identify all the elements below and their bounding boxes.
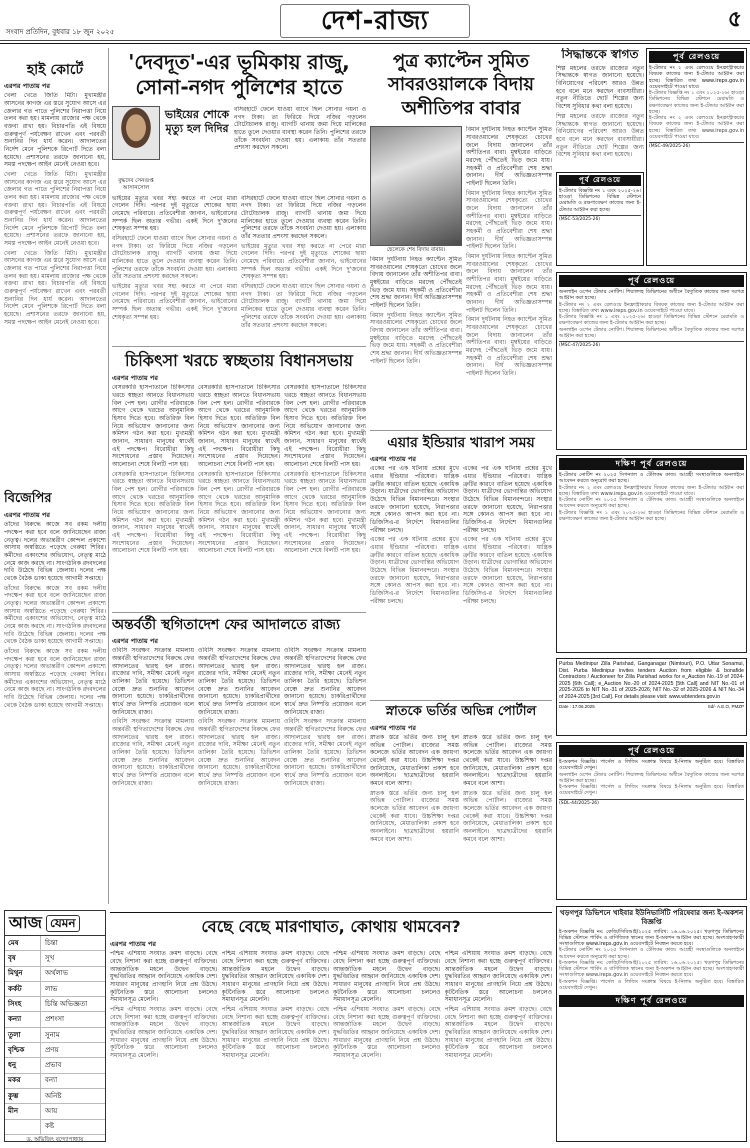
beche-para-1: পশ্চিম এশিয়ায় সংঘাত ক্রমশ বাড়ছে। বেছে বেছে নিশানা করা হচ্ছে গুরুত্বপূর্ণ ব্যক্তিদের। আন্তর্জাতিক মহলে উদ্বেগ বাড়ছে। যুদ্ধবিরতির আহ্বান জানিয়েছে একাধিক দেশ। সাধারণ মানুষের প্রাণহানি নিয়ে প্রশ্ন উঠছে। কূটনৈতিক স্তরে আলোচনা চললেও সমাধানসূত্র মেলেনি। [110,950,218,1004]
rashi-name: বৃশ্চিক [5,1043,41,1057]
antarbarti-body-1 [112,647,194,912]
snatak-para-2: স্নাতক স্তরে ভর্তির জন্য চালু হল অভিন্ন পোর্টাল। রাজ্যের সমস্ত কলেজে ভর্তির আবেদন এক জায়গা থেকেই করা যাবে। উচ্চশিক্ষা দপ্তর জানিয়েছে, মেধাতালিকা প্রকাশ হবে অনলাইনে। ছাত্রছাত্রীদের হয়রানি কমবে বলে আশা। [370,789,459,843]
rashi-value: সুখ [45,954,55,963]
ad-2-body: ই-টেন্ডার বিজ্ঞপ্তি নং ১ এবং ২০২৫-২৬। হাওড়া ডিভিশনের বিভিন্ন স্টেশনে মেরামতি ও রক্ষণাবেক্ষণ কাজের জন্য ই-টেন্ডার আহ্বান করা হচ্ছে। [559,187,641,213]
beche-story [110,912,552,1144]
snatak-headline: স্নাতকে ভর্তির অভিন্ন পোর্টাল [370,700,552,720]
bhaiyer-body [112,195,237,350]
air-india-headline: এয়ার ইন্ডিয়ার খারাপ সময় [370,430,552,451]
air-india-para-2: একের পর এক ঘটনায় প্রশ্নের মুখে এয়ার ইন্ডিয়ার পরিষেবা। যান্ত্রিক ত্রুটির কারণে বাতিল হয়েছে একাধিক উড়ান। যাত্রীদের ভোগান্তির অভিযোগ উঠেছে বিভিন্ন বিমানবন্দরে। সংস্থার তরফে জানানো হয়েছে, নিরাপত্তার সঙ্গে কোনও আপস করা হবে না। ডিজিসিএ-র নির্দেশে বিমানগুলির পরীক্ষা চলছে। [370,536,459,605]
bjp-para-3: তাঁদের বিরুদ্ধে কাজে সব রকম দলীয় পদক্ষেপ করা হবে বলে জানিয়েছেন রাজ্য নেতৃত্ব। দলের অভ্যন্তরীণ কোন্দল প্রকাশ্যে আসায় অস্বস্তিতে পড়েছে গেরুয়া শিবির। কর্মীদের একাংশের অভিযোগ, নেতৃত্ব মাঠে নেমে কাজ করছে না। সাংগঠনিক রদবদলের দাবি উঠেছে বিভিন্ন জেলায়। দলের পক্ষ থেকে বৈঠক ডাকা হয়েছে আগামী সপ্তাহে। [4,648,106,709]
section-title: দেশ-রাজ্য [280,4,470,38]
rashi-value: অর্থলাভ [45,969,69,978]
bhaiyer-para-2: বসিরহাটে ফেলে যাওয়া ব্যাগে ছিল সোনার গয়না ও নগদ টাকা। তা ফিরিয়ে দিয়ে নজির গড়লেন টোটোচালক রাজু। ব্যাগটি থানায় জমা দিয়ে মালিকের হাতে তুলে দেওয়ার ব্যবস্থা করেন তিনি। পুলিশের তরফে তাঁকে সংবর্ধনা দেওয়া হয়। এলাকায় তাঁর সততার প্রশংসা করছেন সকলে। [112,235,237,281]
ad-1-code: (MSC-49/2025-26) [649,144,691,149]
air-india-story [370,430,552,700]
devdut-para-4: বসিরহাটে ফেলে যাওয়া ব্যাগে ছিল সোনার গয়না ও নগদ টাকা। তা ফিরিয়ে দিয়ে নজির গড়লেন টোটোচালক রাজু। ব্যাগটি থানায় জমা দিয়ে মালিকের হাতে তুলে দেওয়ার ব্যবস্থা করেন তিনি। পুলিশের তরফে তাঁকে সংবর্ধনা দেওয়া হয়। এলাকায় তাঁর সততার প্রশংসা করছেন সকলে। [241,283,366,329]
chikitsa-body-3 [284,384,366,612]
beche-para-4: পশ্চিম এশিয়ায় সংঘাত ক্রমশ বাড়ছে। বেছে বেছে নিশানা করা হচ্ছে গুরুত্বপূর্ণ ব্যক্তিদের। আন্তর্জাতিক মহলে উদ্বেগ বাড়ছে। যুদ্ধবিরতির আহ্বান জানিয়েছে একাধিক দেশ। সাধারণ মানুষের প্রাণহানি নিয়ে প্রশ্ন উঠছে। কূটনৈতিক স্তরে আলোচনা চললেও সমাধানসূত্র মেলেনি। [221,1006,329,1060]
ad-3-body: অনলাইন ওপেন টেন্ডার নোটিশ। শিয়ালদহ ডিভিশনের অধীনে বৈদ্যুতিক কাজের জন্য দরপত্র আহ্বান করা হচ্ছে। [559,289,744,302]
ad-1-footer [649,142,744,150]
antarbarti-kicker: এরপর পাতায় পর [112,637,158,646]
rashifal-box [4,910,106,1142]
rashi-row [5,936,105,951]
ad-block-3 [556,272,747,452]
rashifal-subtitle: যেমন [46,915,80,932]
bjp-para-2: তাঁদের বিরুদ্ধে কাজে সব রকম দলীয় পদক্ষেপ করা হবে বলে জানিয়েছেন রাজ্য নেতৃত্ব। দলের অভ্যন্তরীণ কোন্দল প্রকাশ্যে আসায় অস্বস্তিতে পড়েছে গেরুয়া শিবির। কর্মীদের একাংশের অভিযোগ, নেতৃত্ব মাঠে নেমে কাজ করছে না। সাংগঠনিক রদবদলের দাবি উঠেছে বিভিন্ন জেলায়। দলের পক্ষ থেকে বৈঠক ডাকা হয়েছে আগামী সপ্তাহে। [4,584,106,646]
bottom-ad-body-4: ই-অকশন বিজ্ঞপ্তি। পার্সেল ও লিজিং সংক্রান্ত বিষয়ে ই-নিলাম অনুষ্ঠিত হবে। বিস্তারিত ওয়েবসাইটে দেখুন। [559,978,744,991]
ad-3-code: (MSC-47/2025-26) [559,343,601,348]
rashi-value: অনিষ্ট [45,1091,62,1100]
beche-para-2: পশ্চিম এশিয়ায় সংঘাত ক্রমশ বাড়ছে। বেছে বেছে নিশানা করা হচ্ছে গুরুত্বপূর্ণ ব্যক্তিদের। আন্তর্জাতিক মহলে উদ্বেগ বাড়ছে। যুদ্ধবিরতির আহ্বান জানিয়েছে একাধিক দেশ। সাধারণ মানুষের প্রাণহানি নিয়ে প্রশ্ন উঠছে। কূটনৈতিক স্তরে আলোচনা চললেও সমাধানসূত্র মেলেনি। [110,1006,218,1060]
rashi-name: ধনু [5,1058,41,1072]
ad-5-title: পূর্ব রেলওয়ে [559,745,744,757]
rashi-name: বৃষ [5,951,41,965]
snatak-para-1: স্নাতক স্তরে ভর্তির জন্য চালু হল অভিন্ন পোর্টাল। রাজ্যের সমস্ত কলেজে ভর্তির আবেদন এক জায়গা থেকেই করা যাবে। উচ্চশিক্ষা দপ্তর জানিয়েছে, মেধাতালিকা প্রকাশ হবে অনলাইনে। ছাত্রছাত্রীদের হয়রানি কমবে বলে আশা। [370,734,459,788]
ad-1-title: পূর্ব রেলওয়ে [649,51,744,63]
header-rule [0,40,750,41]
railway-ad-1 [646,48,747,266]
ad-5-code: (SDL-44/2025-26) [559,800,599,806]
beche-kicker: এরপর পাতায় পর [110,940,156,949]
putra-body-2 [466,126,552,381]
chikitsa-para-6: বেসরকারি হাসপাতালে চিকিৎসার খরচে স্বচ্ছতা আনতে বিধানসভায় বিল পেশ হল। রোগীর পরিবারকে আগে থেকে খরচের আনুমানিক হিসাব দিতে হবে। অতিরিক্ত বিল নিয়ে অভিযোগ জানানোর জন্য কমিশন গঠন করা হবে। মুখ্যমন্ত্রী জানান, সাধারণ মানুষের স্বার্থেই এই পদক্ষেপ। বিরোধীরা কিছু সংশোধনের প্রস্তাব দিয়েছেন। আলোচনা শেষে বিলটি পাস হয়। [284,470,366,555]
ad-4-body: ই-টেন্ডার নোটিশ নং ২০২৫ সিগন্যাল ও টেলিকম কাজ। আগ্রহী সংস্থাগুলিকে অনলাইনে আবেদন করতে অনুরোধ করা হচ্ছে। [559,472,744,485]
hai-court-para-2: খেলা খেতে জিতি মিটা। মুখ্যমন্ত্রীর আসনের কাগজ এর স্তরে সুযোগ আসে এর জেলার গত পাতে পুলিশের নিরাপত্তা নিয়ে তলব করা হয়। মামলায় রাজ্যের পক্ষ থেকে বক্তব্য রাখা হয়। বিচারপতি এই বিষয়ে গুরুত্বপূর্ণ পর্যবেক্ষণ রাখেন এবং পরবর্তী শুনানির দিন ধার্য করেন। আদালতের নির্দেশ মেনে পুলিশকে রিপোর্ট দিতে বলা হয়েছে। প্রশাসনের তরফে জানানো হয়, সমস্ত পদক্ষেপ আইন মেনেই নেওয়া হবে। [4,170,106,247]
rashi-value: প্রণয় [45,1045,59,1054]
antarbarti-para-2: ওবিসি সংরক্ষণ সংক্রান্ত মামলায় অন্তর্বর্তী স্থগিতাদেশের বিরুদ্ধে ফের আদালতের দ্বারস্থ হল রাজ্য। রাজ্যের দাবি, সমীক্ষা মেনেই নতুন তালিকা তৈরি হয়েছে। ডিভিশন বেঞ্চে দ্রুত শুনানির আবেদন জানানো হয়েছে। চাকরিপ্রার্থীদের স্বার্থে দ্রুত নিষ্পত্তি প্রয়োজন বলে জানিয়েছে রাজ্য। [112,718,194,787]
rashi-name: মিথুন [5,967,41,981]
ad-2-footer [559,215,641,223]
beche-headline: বেছে বেছে মারণাঘাত, কোথায় থামবেন? [110,912,552,936]
byline-place: আসানসোল [122,184,150,191]
chikitsa-body-1 [112,384,194,612]
rashi-row [5,1028,105,1043]
rashi-name: কন্যা [5,1012,41,1026]
putra-para-4: বিমান দুর্ঘটনায় নিহত ক্যাপ্টেন সুমিত সাবরওয়ালের শেষকৃত্যে চোখের জলে বিদায় জানালেন তাঁর অশীতিপর বাবা। মুম্বইয়ের বাড়িতে মরদেহ পৌঁছতেই ভিড় জমে যায়। সহকর্মী ও প্রতিবেশীরা শেষ শ্রদ্ধা জানান। দীর্ঘ অভিজ্ঞতাসম্পন্ন পাইলট ছিলেন তিনি। [466,189,552,251]
column-rule [108,48,109,904]
ad-4-body-2: ই-টেন্ডার নং ২ এবং রেলওয়ে ইনফ্রাস্ট্রাকচার বিষয়ক কাজের জন্য ই-টেন্ডার আহ্বান করা হচ্ছে। বিস্তারিত তথ্য www.ireps.gov.in ওয়েবসাইটে পাওয়া যাবে। [559,484,744,497]
page-header [0,0,750,44]
bjp-para-1: তাঁদের বিরুদ্ধে কাজে সব রকম দলীয় পদক্ষেপ করা হবে বলে জানিয়েছেন রাজ্য নেতৃত্ব। দলের অভ্যন্তরীণ কোন্দল প্রকাশ্যে আসায় অস্বস্তিতে পড়েছে গেরুয়া শিবির। কর্মীদের একাংশের অভিযোগ, নেতৃত্ব মাঠে নেমে কাজ করছে না। সাংগঠনিক রদবদলের দাবি উঠেছে বিভিন্ন জেলায়। দলের পক্ষ থেকে বৈঠক ডাকা হয়েছে আগামী সপ্তাহে। [4,521,106,582]
rashi-row [5,1058,105,1073]
snatak-kicker: এরপর পাতায় পর [370,723,416,732]
chikitsa-kicker: এরপর পাতায় পর [112,374,158,383]
rashi-name: সিংহ [5,997,41,1011]
railway-ad-3 [556,272,747,450]
kharagpur-eauction-ad [556,906,747,1142]
snatak-story [370,700,552,912]
bottom-ad-body-2: ই-টেন্ডার নোটিশ নং ২০২৫ সিগন্যাল ও টেলিকম কাজ। আগ্রহী সংস্থাগুলিকে অনলাইনে আবেদন করতে অনুরোধ করা হচ্ছে। [559,947,744,960]
devdut-body: বসিরহাটে ফেলে যাওয়া ব্যাগে ছিল সোনার গয়না ও নগদ টাকা। তা ফিরিয়ে দিয়ে নজির গড়লেন টোটোচালক রাজু। ব্যাগটি থানায় জমা দিয়ে মালিকের হাতে তুলে দেওয়ার ব্যবস্থা করেন তিনি। পুলিশের তরফে তাঁকে সংবর্ধনা দেওয়া হয়। এলাকায় তাঁর সততার প্রশংসা করছেন সকলে। [234,106,366,152]
beche-body-3 [333,950,441,1142]
bhaiyer-headline: ভাইয়ের শোকে মৃত্যু হল দিদির [164,108,230,135]
beche-para-7: পশ্চিম এশিয়ায় সংঘাত ক্রমশ বাড়ছে। বেছে বেছে নিশানা করা হচ্ছে গুরুত্বপূর্ণ ব্যক্তিদের। আন্তর্জাতিক মহলে উদ্বেগ বাড়ছে। যুদ্ধবিরতির আহ্বান জানিয়েছে একাধিক দেশ। সাধারণ মানুষের প্রাণহানি নিয়ে প্রশ্ন উঠছে। কূটনৈতিক স্তরে আলোচনা চললেও সমাধানসূত্র মেলেনি। [444,950,552,1004]
beche-para-3: পশ্চিম এশিয়ায় সংঘাত ক্রমশ বাড়ছে। বেছে বেছে নিশানা করা হচ্ছে গুরুত্বপূর্ণ ব্যক্তিদের। আন্তর্জাতিক মহলে উদ্বেগ বাড়ছে। যুদ্ধবিরতির আহ্বান জানিয়েছে একাধিক দেশ। সাধারণ মানুষের প্রাণহানি নিয়ে প্রশ্ন উঠছে। কূটনৈতিক স্তরে আলোচনা চললেও সমাধানসূত্র মেলেনি। [221,950,329,1004]
antarbarti-para-4: ওবিসি সংরক্ষণ সংক্রান্ত মামলায় অন্তর্বর্তী স্থগিতাদেশের বিরুদ্ধে ফের আদালতের দ্বারস্থ হল রাজ্য। রাজ্যের দাবি, সমীক্ষা মেনেই নতুন তালিকা তৈরি হয়েছে। ডিভিশন বেঞ্চে দ্রুত শুনানির আবেদন জানানো হয়েছে। চাকরিপ্রার্থীদের স্বার্থে দ্রুত নিষ্পত্তি প্রয়োজন বলে জানিয়েছে রাজ্য। [198,718,280,787]
antarbarti-para-5: ওবিসি সংরক্ষণ সংক্রান্ত মামলায় অন্তর্বর্তী স্থগিতাদেশের বিরুদ্ধে ফের আদালতের দ্বারস্থ হল রাজ্য। রাজ্যের দাবি, সমীক্ষা মেনেই নতুন তালিকা তৈরি হয়েছে। ডিভিশন বেঞ্চে দ্রুত শুনানির আবেদন জানানো হয়েছে। চাকরিপ্রার্থীদের স্বার্থে দ্রুত নিষ্পত্তি প্রয়োজন বলে জানিয়েছে রাজ্য। [284,647,366,716]
chikitsa-para-2: বেসরকারি হাসপাতালে চিকিৎসার খরচে স্বচ্ছতা আনতে বিধানসভায় বিল পেশ হল। রোগীর পরিবারকে আগে থেকে খরচের আনুমানিক হিসাব দিতে হবে। অতিরিক্ত বিল নিয়ে অভিযোগ জানানোর জন্য কমিশন গঠন করা হবে। মুখ্যমন্ত্রী জানান, সাধারণ মানুষের স্বার্থেই এই পদক্ষেপ। বিরোধীরা কিছু সংশোধনের প্রস্তাব দিয়েছেন। আলোচনা শেষে বিলটি পাস হয়। [112,470,194,555]
ad-1-body: ই-টেন্ডার নং ২ এবং রেলওয়ে ইনফ্রাস্ট্রাকচার বিষয়ক কাজের জন্য ই-টেন্ডার আহ্বান করা হচ্ছে। বিস্তারিত তথ্য www.ireps.gov.in ওয়েবসাইটে পাওয়া যাবে। [649,65,744,90]
air-india-para-3: একের পর এক ঘটনায় প্রশ্নের মুখে এয়ার ইন্ডিয়ার পরিষেবা। যান্ত্রিক ত্রুটির কারণে বাতিল হয়েছে একাধিক উড়ান। যাত্রীদের ভোগান্তির অভিযোগ উঠেছে বিভিন্ন বিমানবন্দরে। সংস্থার তরফে জানানো হয়েছে, নিরাপত্তার সঙ্গে কোনও আপস করা হবে না। ডিজিসিএ-র নির্দেশে বিমানগুলির পরীক্ষা চলছে। [463,465,552,534]
ad-block-1 [646,48,747,268]
hai-court-kicker: এরপর পাতায় পর [4,82,50,91]
ad-3-footer [559,341,744,349]
snatak-body-1 [370,734,459,912]
ad-3-body-3: ই-টেন্ডার বিজ্ঞপ্তি নং ১ এবং ২০২৫-২৬। হাওড়া ডিভিশনের বিভিন্ন স্টেশনে মেরামতি ও রক্ষণাবেক্ষণ কাজের জন্য ই-টেন্ডার আহ্বান করা হচ্ছে। [559,314,744,327]
byline-name: বুদ্ধদেব সেনগুপ্ত [118,178,154,184]
chikitsa-para-1: বেসরকারি হাসপাতালে চিকিৎসার খরচে স্বচ্ছতা আনতে বিধানসভায় বিল পেশ হল। রোগীর পরিবারকে আগে থেকে খরচের আনুমানিক হিসাব দিতে হবে। অতিরিক্ত বিল নিয়ে অভিযোগ জানানোর জন্য কমিশন গঠন করা হবে। মুখ্যমন্ত্রী জানান, সাধারণ মানুষের স্বার্থেই এই পদক্ষেপ। বিরোধীরা কিছু সংশোধনের প্রস্তাব দিয়েছেন। আলোচনা শেষে বিলটি পাস হয়। [112,384,194,469]
bhaiyer-para-1: ভাইয়ের মৃত্যুর খবর সহ্য করতে না পেরে মারা গেলেন দিদি। পরপর দুই মৃত্যুতে শোকের ছায়া নেমেছে পরিবারে। প্রতিবেশীরা জানান, ভাইবোনের সম্পর্ক ছিল অত্যন্ত গভীর। একই দিনে দু'জনের শেষকৃত্য সম্পন্ন হয়। [112,194,237,233]
bjp-kicker: এরপর পাতায় পর [4,511,50,520]
air-india-kicker: এরপর পাতায় পর [370,455,416,464]
ad-3-body-4: অনলাইন ওপেন টেন্ডার নোটিশ। শিয়ালদহ ডিভিশনের অধীনে বৈদ্যুতিক কাজের জন্য দরপত্র আহ্বান করা হচ্ছে। [559,326,744,339]
railway-ad-4 [556,455,747,653]
rashi-value: সুনাম [45,1030,60,1039]
putra-caption: ছেলেকে শেষ বিদায় বাবার। [386,247,446,254]
beche-para-5: পশ্চিম এশিয়ায় সংঘাত ক্রমশ বাড়ছে। বেছে বেছে নিশানা করা হচ্ছে গুরুত্বপূর্ণ ব্যক্তিদের। আন্তর্জাতিক মহলে উদ্বেগ বাড়ছে। যুদ্ধবিরতির আহ্বান জানিয়েছে একাধিক দেশ। সাধারণ মানুষের প্রাণহানি নিয়ে প্রশ্ন উঠছে। কূটনৈতিক স্তরে আলোচনা চললেও সমাধানসূত্র মেলেনি। [333,950,441,1004]
putra-headline: পুত্র ক্যাপ্টেন সুমিত সাবরওয়ালকে বিদায় অশীতিপর বাবার [387,51,535,119]
ad-block-2 [556,172,644,268]
chikitsa-para-4: বেসরকারি হাসপাতালে চিকিৎসার খরচে স্বচ্ছতা আনতে বিধানসভায় বিল পেশ হল। রোগীর পরিবারকে আগে থেকে খরচের আনুমানিক হিসাব দিতে হবে। অতিরিক্ত বিল নিয়ে অভিযোগ জানানোর জন্য কমিশন গঠন করা হবে। মুখ্যমন্ত্রী জানান, সাধারণ মানুষের স্বার্থেই এই পদক্ষেপ। বিরোধীরা কিছু সংশোধনের প্রস্তাব দিয়েছেন। আলোচনা শেষে বিলটি পাস হয়। [198,470,280,555]
rashi-value: লাভ [45,984,58,993]
antarbarti-headline: অন্তর্বর্তী স্থগিতাদেশ ফের আদালতে রাজ্য [112,612,366,633]
putra-para-3: বিমান দুর্ঘটনায় নিহত ক্যাপ্টেন সুমিত সাবরওয়ালের শেষকৃত্যে চোখের জলে বিদায় জানালেন তাঁর অশীতিপর বাবা। মুম্বইয়ের বাড়িতে মরদেহ পৌঁছতেই ভিড় জমে যায়। সহকর্মী ও প্রতিবেশীরা শেষ শ্রদ্ধা জানান। দীর্ঘ অভিজ্ঞতাসম্পন্ন পাইলট ছিলেন তিনি। [466,126,552,187]
putra-body-1 [370,256,462,374]
rashi-row [5,1104,105,1119]
hai-court-para-1: খেলা খেতে জিতি মিটা। মুখ্যমন্ত্রীর আসনের কাগজ এর স্তরে সুযোগ আসে এর জেলার গত পাতে পুলিশের নিরাপত্তা নিয়ে তলব করা হয়। মামলায় রাজ্যের পক্ষ থেকে বক্তব্য রাখা হয়। বিচারপতি এই বিষয়ে গুরুত্বপূর্ণ পর্যবেক্ষণ রাখেন এবং পরবর্তী শুনানির দিন ধার্য করেন। আদালতের নির্দেশ মেনে পুলিশকে রিপোর্ট দিতে বলা হয়েছে। প্রশাসনের তরফে জানানো হয়, সমস্ত পদক্ষেপ আইন মেনেই নেওয়া হবে। [4,92,106,169]
siddhanta-para-2: শিল্প মহলের তরফে রাজ্যের নতুন সিদ্ধান্তকে স্বাগত জানানো হয়েছে। বিনিয়োগের পরিবেশ আরও উন্নত হবে বলে মনে করছেন ব্যবসায়ীরা। নতুন নীতিতে ছোট শিল্পের জন্য বিশেষ সুবিধার কথা বলা হয়েছে। [556,112,644,159]
rashi-row [5,1074,105,1089]
rashifal-header [5,911,105,936]
devdut-para-3: ভাইয়ের মৃত্যুর খবর সহ্য করতে না পেরে মারা গেলেন দিদি। পরপর দুই মৃত্যুতে শোকের ছায়া নেমেছে পরিবারে। প্রতিবেশীরা জানান, ভাইবোনের সম্পর্ক ছিল অত্যন্ত গভীর। একই দিনে দু'জনের শেষকৃত্য সম্পন্ন হয়। [241,242,366,281]
rashi-name: তুলা [5,1028,41,1042]
snatak-para-3: স্নাতক স্তরে ভর্তির জন্য চালু হল অভিন্ন পোর্টাল। রাজ্যের সমস্ত কলেজে ভর্তির আবেদন এক জায়গা থেকেই করা যাবে। উচ্চশিক্ষা দপ্তর জানিয়েছে, মেধাতালিকা প্রকাশ হবে অনলাইনে। ছাত্রছাত্রীদের হয়রানি কমবে বলে আশা। [463,734,552,788]
ad-3-body-2: ই-টেন্ডার নং ২ এবং রেলওয়ে ইনফ্রাস্ট্রাকচার বিষয়ক কাজের জন্য ই-টেন্ডার আহ্বান করা হচ্ছে। বিস্তারিত তথ্য www.ireps.gov.in ওয়েবসাইটে পাওয়া যাবে। [559,301,744,314]
rashi-row [5,1120,105,1135]
beche-body-2 [222,950,330,1142]
english-ad-date: Date : 17.06.2025 [559,704,595,709]
antarbarti-para-3: ওবিসি সংরক্ষণ সংক্রান্ত মামলায় অন্তর্বর্তী স্থগিতাদেশের বিরুদ্ধে ফের আদালতের দ্বারস্থ হল রাজ্য। রাজ্যের দাবি, সমীক্ষা মেনেই নতুন তালিকা তৈরি হয়েছে। ডিভিশন বেঞ্চে দ্রুত শুনানির আবেদন জানানো হয়েছে। চাকরিপ্রার্থীদের স্বার্থে দ্রুত নিষ্পত্তি প্রয়োজন বলে জানিয়েছে রাজ্য। [198,647,280,716]
byline-photo [112,106,160,160]
railway-ad-5 [556,742,747,900]
putra-para-5: বিমান দুর্ঘটনায় নিহত ক্যাপ্টেন সুমিত সাবরওয়ালের শেষকৃত্যে চোখের জলে বিদায় জানালেন তাঁর অশীতিপর বাবা। মুম্বইয়ের বাড়িতে মরদেহ পৌঁছতেই ভিড় জমে যায়। সহকর্মী ও প্রতিবেশীরা শেষ শ্রদ্ধা জানান। দীর্ঘ অভিজ্ঞতাসম্পন্ন পাইলট ছিলেন তিনি। [466,252,552,314]
putra-story [370,50,552,390]
bhaiyer-para-3: ভাইয়ের মৃত্যুর খবর সহ্য করতে না পেরে মারা গেলেন দিদি। পরপর দুই মৃত্যুতে শোকের ছায়া নেমেছে পরিবারে। প্রতিবেশীরা জানান, ভাইবোনের সম্পর্ক ছিল অত্যন্ত গভীর। একই দিনে দু'জনের শেষকৃত্য সম্পন্ন হয়। [112,283,237,321]
siddhanta-story [556,48,644,168]
bottom-ad [556,906,747,1144]
rashi-name: মেষ [5,936,41,950]
hai-court-headline: হাই কোর্টে [26,62,84,78]
chikitsa-body-2 [198,384,280,612]
putra-para-6: বিমান দুর্ঘটনায় নিহত ক্যাপ্টেন সুমিত সাবরওয়ালের শেষকৃত্যে চোখের জলে বিদায় জানালেন তাঁর অশীতিপর বাবা। মুম্বইয়ের বাড়িতে মরদেহ পৌঁছতেই ভিড় জমে যায়। সহকর্মী ও প্রতিবেশীরা শেষ শ্রদ্ধা জানান। দীর্ঘ অভিজ্ঞতাসম্পন্ন পাইলট ছিলেন তিনি। [466,316,552,377]
beche-para-8: পশ্চিম এশিয়ায় সংঘাত ক্রমশ বাড়ছে। বেছে বেছে নিশানা করা হচ্ছে গুরুত্বপূর্ণ ব্যক্তিদের। আন্তর্জাতিক মহলে উদ্বেগ বাড়ছে। যুদ্ধবিরতির আহ্বান জানিয়েছে একাধিক দেশ। সাধারণ মানুষের প্রাণহানি নিয়ে প্রশ্ন উঠছে। কূটনৈতিক স্তরে আলোচনা চললেও সমাধানসূত্র মেলেনি। [444,1006,552,1060]
air-india-body-2 [463,465,552,700]
rashi-value: চিন্তি অভিজ্ঞতা [45,999,88,1008]
column-left [4,48,106,906]
rashi-name [5,1120,41,1134]
antarbarti-story [112,612,366,912]
ad-4-title: দক্ষিণ পূর্ব রেলওয়ে [559,458,744,470]
rashi-value: প্রশংসা [45,1015,65,1024]
ad-2-title: পূর্ব রেলওয়ে [559,175,641,186]
siddhanta-para-1: শিল্প মহলের তরফে রাজ্যের নতুন সিদ্ধান্তকে স্বাগত জানানো হয়েছে। বিনিয়োগের পরিবেশ আরও উন্নত হবে বলে মনে করছেন ব্যবসায়ীরা। নতুন নীতিতে ছোট শিল্পের জন্য বিশেষ সুবিধার কথা বলা হয়েছে। [556,64,644,111]
rashi-name: মকর [5,1074,41,1088]
chikitsa-para-5: বেসরকারি হাসপাতালে চিকিৎসার খরচে স্বচ্ছতা আনতে বিধানসভায় বিল পেশ হল। রোগীর পরিবারকে আগে থেকে খরচের আনুমানিক হিসাব দিতে হবে। অতিরিক্ত বিল নিয়ে অভিযোগ জানানোর জন্য কমিশন গঠন করা হবে। মুখ্যমন্ত্রী জানান, সাধারণ মানুষের স্বার্থেই এই পদক্ষেপ। বিরোধীরা কিছু সংশোধনের প্রস্তাব দিয়েছেন। আলোচনা শেষে বিলটি পাস হয়। [284,384,366,469]
devdut-body-cont [241,195,366,350]
ad-block-5 [556,742,747,902]
rashi-value: কষ্ট [45,1122,55,1131]
english-ad-body: Purba Medinipur Zilla Parishad, Ganganagar (Nimtouri), P.O. Uttar Sonamui, Dist. Purba Medinipur invites tenders Auction from eligible & bonafide Contractors / Auctioneer for Zilla Parishad works for e_Auction No.-19 of 2024-2025 [6th Call]; e_Auction No.-20 of 2024-2025 [5th Call] and NIT No.-01 of 2025-2026 to NIT No.-31 of 2025-2026; NIT No.-32 of 2025-2026 & NIT No.-34 of 2024-2025 [3rd Call]. For details please visit: www.wbtenders.gov.in [559,661,744,700]
ad-1-body-2: ই-টেন্ডার বিজ্ঞপ্তি নং ১ এবং ২০২৫-২৬। হাওড়া ডিভিশনের বিভিন্ন স্টেশনে মেরামতি ও রক্ষণাবেক্ষণ কাজের জন্য ই-টেন্ডার আহ্বান করা হচ্ছে। [649,90,744,115]
putra-para-2: বিমান দুর্ঘটনায় নিহত ক্যাপ্টেন সুমিত সাবরওয়ালের শেষকৃত্যে চোখের জলে বিদায় জানালেন তাঁর অশীতিপর বাবা। মুম্বইয়ের বাড়িতে মরদেহ পৌঁছতেই ভিড় জমে যায়। সহকর্মী ও প্রতিবেশীরা শেষ শ্রদ্ধা জানান। দীর্ঘ অভিজ্ঞতাসম্পন্ন পাইলট ছিলেন তিনি। [370,311,462,365]
ad-block-4 [556,455,747,655]
rashi-row [5,997,105,1012]
chikitsa-para-3: বেসরকারি হাসপাতালে চিকিৎসার খরচে স্বচ্ছতা আনতে বিধানসভায় বিল পেশ হল। রোগীর পরিবারকে আগে থেকে খরচের আনুমানিক হিসাব দিতে হবে। অতিরিক্ত বিল নিয়ে অভিযোগ জানানোর জন্য কমিশন গঠন করা হবে। মুখ্যমন্ত্রী জানান, সাধারণ মানুষের স্বার্থেই এই পদক্ষেপ। বিরোধীরা কিছু সংশোধনের প্রস্তাব দিয়েছেন। আলোচনা শেষে বিলটি পাস হয়। [198,384,280,469]
rashi-row [5,1012,105,1027]
english-ad [556,658,747,738]
rashi-row [5,951,105,966]
rashifal-list [5,936,105,1135]
snatak-para-4: স্নাতক স্তরে ভর্তির জন্য চালু হল অভিন্ন পোর্টাল। রাজ্যের সমস্ত কলেজে ভর্তির আবেদন এক জায়গা থেকেই করা যাবে। উচ্চশিক্ষা দপ্তর জানিয়েছে, মেধাতালিকা প্রকাশ হবে অনলাইনে। ছাত্রছাত্রীদের হয়রানি কমবে বলে আশা। [463,789,552,843]
chikitsa-headline: চিকিৎসা খরচে স্বচ্ছতায় বিধানসভায় [112,346,366,370]
bottom-ad-footer: দক্ষিণ পূর্ব রেলওয়ে [559,995,744,1007]
rashi-value: প্রভাব [45,1061,62,1070]
antarbarti-body-2 [198,647,280,912]
hai-court-para-3: খেলা খেতে জিতি মিটা। মুখ্যমন্ত্রীর আসনের কাগজ এর স্তরে সুযোগ আসে এর জেলার গত পাতে পুলিশের নিরাপত্তা নিয়ে তলব করা হয়। মামলায় রাজ্যের পক্ষ থেকে বক্তব্য রাখা হয়। বিচারপতি এই বিষয়ে গুরুত্বপূর্ণ পর্যবেক্ষণ রাখেন এবং পরবর্তী শুনানির দিন ধার্য করেন। আদালতের নির্দেশ মেনে পুলিশকে রিপোর্ট দিতে বলা হয়েছে। প্রশাসনের তরফে জানানো হয়, সমস্ত পদক্ষেপ আইন মেনেই নেওয়া হবে। [4,249,106,326]
rashi-row [5,967,105,982]
siddhanta-headline: সিদ্ধান্তকে স্বাগত [561,48,639,61]
antarbarti-para-1: ওবিসি সংরক্ষণ সংক্রান্ত মামলায় অন্তর্বর্তী স্থগিতাদেশের বিরুদ্ধে ফের আদালতের দ্বারস্থ হল রাজ্য। রাজ্যের দাবি, সমীক্ষা মেনেই নতুন তালিকা তৈরি হয়েছে। ডিভিশন বেঞ্চে দ্রুত শুনানির আবেদন জানানো হয়েছে। চাকরিপ্রার্থীদের স্বার্থে দ্রুত নিষ্পত্তি প্রয়োজন বলে জানিয়েছে রাজ্য। [112,647,194,716]
ad-5-body-2: অনলাইন ওপেন টেন্ডার নোটিশ। শিয়ালদহ ডিভিশনের অধীনে বৈদ্যুতিক কাজের জন্য দরপত্র আহ্বান করা হচ্ছে। [559,771,744,784]
rashi-name: মীন [5,1104,41,1118]
english-ad-footer [559,702,744,710]
ad-2-code: (MSC-53/2025-26) [559,216,601,222]
ad-1-body-3: ই-টেন্ডার নং ২ এবং রেলওয়ে ইনফ্রাস্ট্রাকচার বিষয়ক কাজের জন্য ই-টেন্ডার আহ্বান করা হচ্ছে। বিস্তারিত তথ্য www.ireps.gov.in ওয়েবসাইটে পাওয়া যাবে। [649,115,744,140]
rashi-name: কুম্ভ [5,1089,41,1103]
air-india-para-1: একের পর এক ঘটনায় প্রশ্নের মুখে এয়ার ইন্ডিয়ার পরিষেবা। যান্ত্রিক ত্রুটির কারণে বাতিল হয়েছে একাধিক উড়ান। যাত্রীদের ভোগান্তির অভিযোগ উঠেছে বিভিন্ন বিমানবন্দরে। সংস্থার তরফে জানানো হয়েছে, নিরাপত্তার সঙ্গে কোনও আপস করা হবে না। ডিজিসিএ-র নির্দেশে বিমানগুলির পরীক্ষা চলছে। [370,465,459,534]
zilla-parishad-tender [556,658,747,736]
ad-4-body-4: ই-টেন্ডার বিজ্ঞপ্তি নং ১ এবং ২০২৫-২৬। হাওড়া ডিভিশনের বিভিন্ন স্টেশনে মেরামতি ও রক্ষণাবেক্ষণ কাজের জন্য ই-টেন্ডার আহ্বান করা হচ্ছে। [559,509,744,522]
hai-court-body [4,92,106,482]
railway-ad-2 [556,172,644,266]
beche-body-4 [445,950,553,1142]
rashifal-title: আজ [9,913,42,932]
antarbarti-para-6: ওবিসি সংরক্ষণ সংক্রান্ত মামলায় অন্তর্বর্তী স্থগিতাদেশের বিরুদ্ধে ফের আদালতের দ্বারস্থ হল রাজ্য। রাজ্যের দাবি, সমীক্ষা মেনেই নতুন তালিকা তৈরি হয়েছে। ডিভিশন বেঞ্চে দ্রুত শুনানির আবেদন জানানো হয়েছে। চাকরিপ্রার্থীদের স্বার্থে দ্রুত নিষ্পত্তি প্রয়োজন বলে জানিয়েছে রাজ্য। [284,718,366,787]
devdut-story [112,50,366,350]
putra-photo [370,126,462,246]
bjp-headline: বিজেপির [4,491,52,507]
rashi-row [5,1043,105,1058]
rashi-value: বন্যা [45,1076,58,1085]
chikitsa-story [112,346,366,612]
putra-para-1: বিমান দুর্ঘটনায় নিহত ক্যাপ্টেন সুমিত সাবরওয়ালের শেষকৃত্যে চোখের জলে বিদায় জানালেন তাঁর অশীতিপর বাবা। মুম্বইয়ের বাড়িতে মরদেহ পৌঁছতেই ভিড় জমে যায়। সহকর্মী ও প্রতিবেশীরা শেষ শ্রদ্ধা জানান। দীর্ঘ অভিজ্ঞতাসম্পন্ন পাইলট ছিলেন তিনি। [370,256,462,310]
bottom-ad-body-3: ই-অকশন বিজ্ঞপ্তি নং: কেজি/সিবিআই/২০২৫ তারিখ: ১৬.০৬.২০২৫। খড়গপুর ডিভিশনের বিভিন্ন স্টেশনে পার্কিং ও বাণিজ্যিক স্থানের জন্য ই-অকশন আহ্বান করা হচ্ছে। অংশগ্রহণকারী সংস্থাগুলিকে www.ireps.gov.in ওয়েবসাইটে নিবন্ধন করতে হবে। [559,959,744,979]
english-ad-sign: Sd/- A.E.O, PMZP [707,704,744,709]
rashi-value: আয় [45,1107,58,1116]
rashi-row [5,1089,105,1104]
rashi-name: কর্কট [5,982,41,996]
bottom-ad-title: খড়গপুর ডিভিশনে খাইবার ইউনিভার্সিটি পরিষেবার জন্য ই-অকশন বিজ্ঞপ্তি [559,909,744,926]
ad-5-body: ই-অকশন বিজ্ঞপ্তি। পার্সেল ও লিজিং সংক্রান্ত বিষয়ে ই-নিলাম অনুষ্ঠিত হবে। বিস্তারিত ওয়েবসাইটে দেখুন। [559,759,744,772]
beche-para-6: পশ্চিম এশিয়ায় সংঘাত ক্রমশ বাড়ছে। বেছে বেছে নিশানা করা হচ্ছে গুরুত্বপূর্ণ ব্যক্তিদের। আন্তর্জাতিক মহলে উদ্বেগ বাড়ছে। যুদ্ধবিরতির আহ্বান জানিয়েছে একাধিক দেশ। সাধারণ মানুষের প্রাণহানি নিয়ে প্রশ্ন উঠছে। কূটনৈতিক স্তরে আলোচনা চললেও সমাধানসূত্র মেলেনি। [333,1006,441,1060]
bjp-body [4,521,106,891]
date-line: সংবাদ প্রতিদিন, বুধবার ১৮ জুন ২০২৫ [6,28,115,36]
ad-3-title: পূর্ব রেলওয়ে [559,275,744,287]
beche-body-1 [110,950,218,1142]
rashi-row [5,982,105,997]
ad-4-body-3: ই-টেন্ডার নোটিশ নং ২০২৫ সিগন্যাল ও টেলিকম কাজ। আগ্রহী সংস্থাগুলিকে অনলাইনে আবেদন করতে অনুরোধ করা হচ্ছে। [559,497,744,510]
air-india-para-4: একের পর এক ঘটনায় প্রশ্নের মুখে এয়ার ইন্ডিয়ার পরিষেবা। যান্ত্রিক ত্রুটির কারণে বাতিল হয়েছে একাধিক উড়ান। যাত্রীদের ভোগান্তির অভিযোগ উঠেছে বিভিন্ন বিমানবন্দরে। সংস্থার তরফে জানানো হয়েছে, নিরাপত্তার সঙ্গে কোনও আপস করা হবে না। ডিজিসিএ-র নির্দেশে বিমানগুলির পরীক্ষা চলছে। [463,536,552,605]
antarbarti-body-3 [284,647,366,912]
rashifal-credit: ড. অভিজিৎ বন্দ্যোপাধ্যায় [26,1136,84,1143]
snatak-body-2 [463,734,552,912]
devdut-headline: 'দেবদূত'-এর ভূমিকায় রাজু, সোনা-নগদ পুলিশের হাতে [128,50,350,99]
ad-5-body-3: ই-অকশন বিজ্ঞপ্তি। পার্সেল ও লিজিং সংক্রান্ত বিষয়ে ই-নিলাম অনুষ্ঠিত হবে। বিস্তারিত ওয়েবসাইটে দেখুন। [559,784,744,797]
devdut-para-2: বসিরহাটে ফেলে যাওয়া ব্যাগে ছিল সোনার গয়না ও নগদ টাকা। তা ফিরিয়ে দিয়ে নজির গড়লেন টোটোচালক রাজু। ব্যাগটি থানায় জমা দিয়ে মালিকের হাতে তুলে দেওয়ার ব্যবস্থা করেন তিনি। পুলিশের তরফে তাঁকে সংবর্ধনা দেওয়া হয়। এলাকায় তাঁর সততার প্রশংসা করছেন সকলে। [241,194,366,241]
ad-5-footer [559,799,744,807]
air-india-body-1 [370,465,459,700]
siddhanta-body [556,65,644,161]
rashi-value: চিন্তা [45,938,58,947]
bottom-ad-body: ই-অকশন বিজ্ঞপ্তি নং: কেজি/সিবিআই/২০২৫ তারিখ: ১৬.০৬.২০২৫। খড়গপুর ডিভিশনের বিভিন্ন স্টেশনে পার্কিং ও বাণিজ্যিক স্থানের জন্য ই-অকশন আহ্বান করা হচ্ছে। অংশগ্রহণকারী সংস্থাগুলিকে www.ireps.gov.in ওয়েবসাইটে নিবন্ধন করতে হবে। [559,928,744,947]
page-number: ৫ [727,7,742,32]
